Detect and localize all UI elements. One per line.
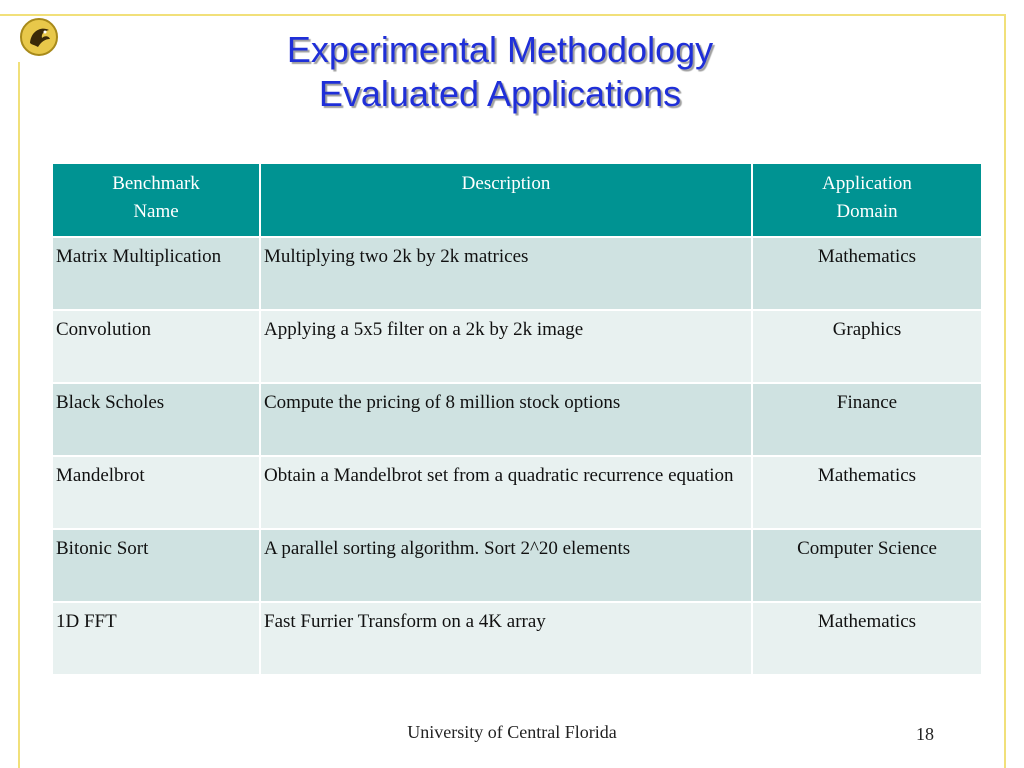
benchmark-name-cell: Mandelbrot [52, 456, 260, 529]
slide-title [0, 28, 1000, 116]
table-row [52, 310, 982, 383]
header-application-domain [752, 163, 982, 237]
description-cell: Multiplying two 2k by 2k matrices [260, 237, 752, 310]
top-accent-line [0, 14, 1006, 16]
domain-cell: Mathematics [752, 602, 982, 675]
table-row [52, 602, 982, 675]
table-row [52, 237, 982, 310]
header-description: Description [260, 163, 752, 237]
domain-cell: Mathematics [752, 456, 982, 529]
footer-institution: University of Central Florida [407, 722, 617, 742]
title-line-2: Evaluated Applications [318, 73, 682, 114]
table-row [52, 529, 982, 602]
table-row [52, 383, 982, 456]
benchmark-name-cell: Matrix Multiplication [52, 237, 260, 310]
header-benchmark-name-line2: Name [133, 201, 179, 222]
benchmark-name-cell: Black Scholes [52, 383, 260, 456]
header-domain-line2: Domain [836, 201, 898, 222]
title-line-1: Experimental Methodology [286, 29, 714, 70]
description-cell: Obtain a Mandelbrot set from a quadratic recurrence equation [260, 456, 752, 529]
description-cell: Applying a 5x5 filter on a 2k by 2k image [260, 310, 752, 383]
benchmark-table [51, 162, 983, 676]
table-row [52, 456, 982, 529]
header-benchmark-name-line1: Benchmark [112, 173, 200, 194]
benchmark-name-cell: Bitonic Sort [52, 529, 260, 602]
description-cell: A parallel sorting algorithm. Sort 2^20 elements [260, 529, 752, 602]
right-accent-line [1004, 14, 1006, 768]
table-header-row [52, 163, 982, 237]
left-accent-line [18, 62, 20, 768]
benchmark-name-cell: Convolution [52, 310, 260, 383]
domain-cell: Mathematics [752, 237, 982, 310]
domain-cell: Finance [752, 383, 982, 456]
benchmark-name-cell: 1D FFT [52, 602, 260, 675]
header-domain-line1: Application [822, 173, 912, 194]
domain-cell: Computer Science [752, 529, 982, 602]
page-number: 18 [916, 724, 934, 744]
domain-cell: Graphics [752, 310, 982, 383]
description-cell: Fast Furrier Transform on a 4K array [260, 602, 752, 675]
description-cell: Compute the pricing of 8 million stock options [260, 383, 752, 456]
header-benchmark-name [52, 163, 260, 237]
